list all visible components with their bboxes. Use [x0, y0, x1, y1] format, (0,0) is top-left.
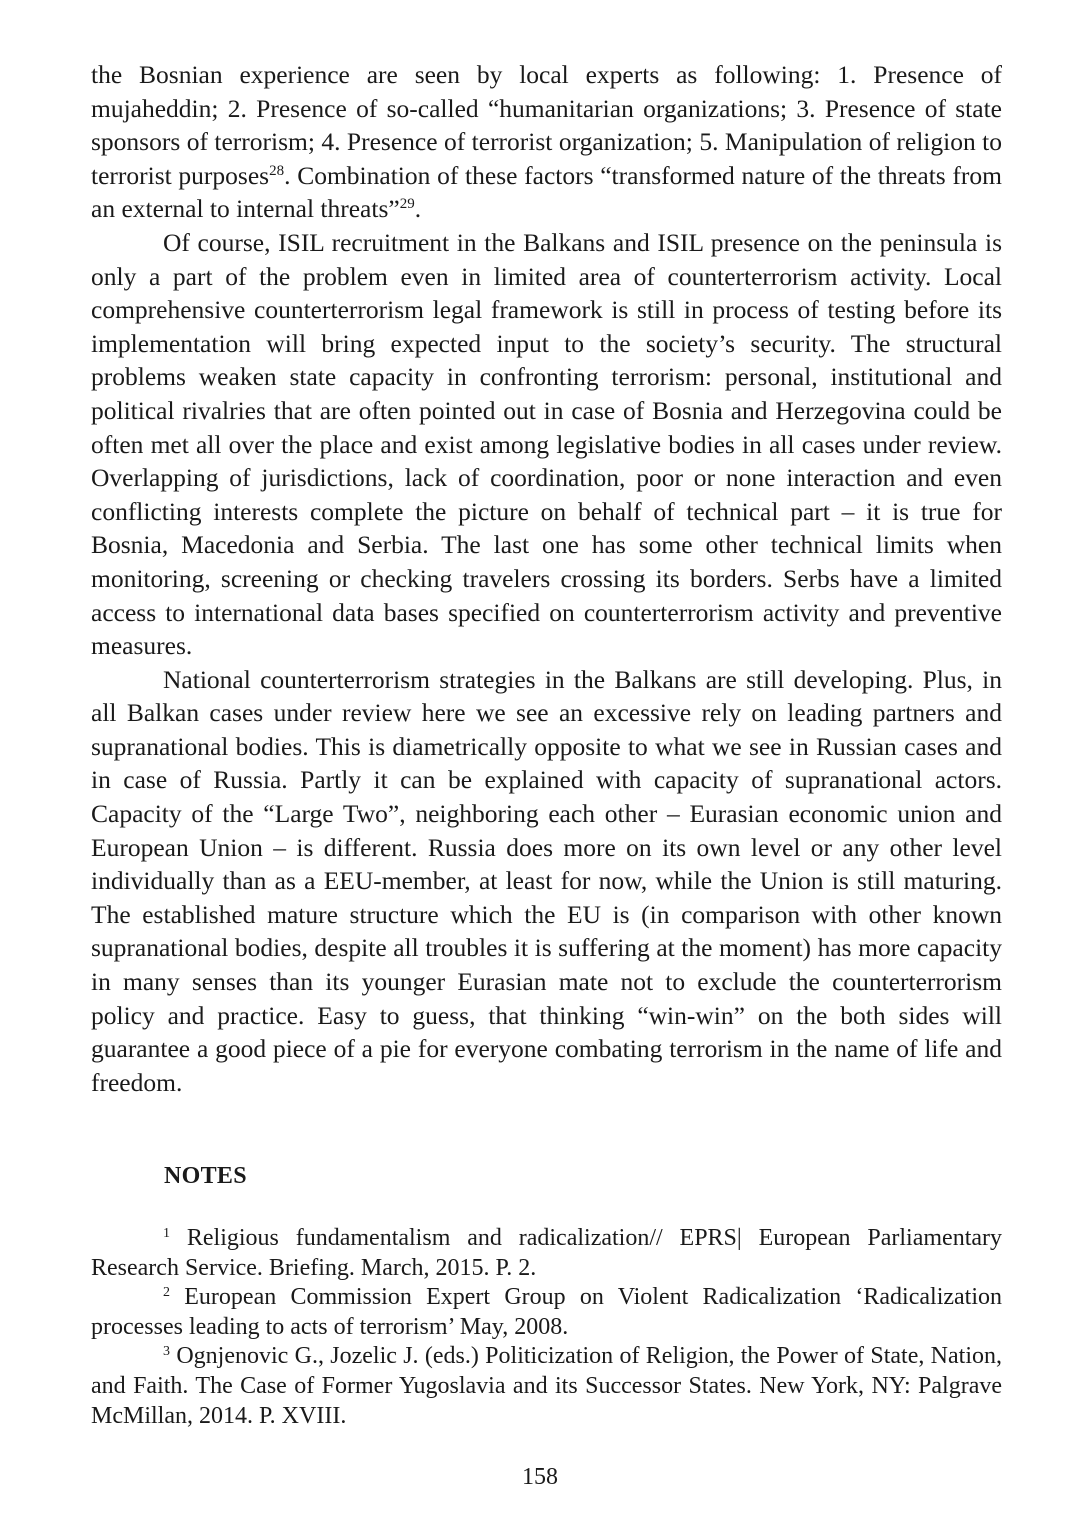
paragraph-1-text-c: .	[414, 194, 422, 224]
note-item	[91, 1283, 1002, 1342]
paragraph-1	[91, 58, 1002, 226]
note-item	[91, 1342, 1002, 1431]
body-text	[91, 58, 1002, 1099]
footnote-ref-28: 28	[269, 162, 285, 179]
note-marker: 3	[163, 1344, 170, 1360]
paragraph-1-text-b: . Combination of these factors “transformed nature of the threats from an external to internal threats”	[91, 160, 1002, 224]
paragraph-3: National counterterrorism strategies in the Balkans are still developing. Plus, in all Balkan cases under review here we see an excessive rely on leading partners and supranational bodies. This is diametrically opposite to what we see in Russian cases and in case of Russia. Partly it can be explained with capacity of supranational actors. Capacity of the “Large Two”, neighboring each other – Eurasian economic union and European Union – is different. Russia does more on its own level or any other level individually than as a EEU-member, at least for now, while the Union is still maturing. The established mature structure which the EU is (in comparison with other known supranational bodies, despite all troubles it is suffering at the moment) has more capacity in many senses than its younger Eurasian mate not to exclude the counterterrorism policy and practice. Easy to guess, that thinking “win-win” on the both sides will guarantee a good piece of a pie for everyone combating terrorism in the name of life and freedom.	[91, 664, 1002, 1097]
page-content	[91, 58, 1002, 1429]
note-text: Ognjenovic G., Jozelic J. (eds.) Politicization of Religion, the Power of State, Nation, and Faith. The Case of Former Yugoslavia and its Successor States. New York, NY: Palgrave McMillan, 2014. P. XVIII.	[91, 1343, 1002, 1429]
note-item	[91, 1224, 1002, 1283]
note-text: Religious fundamentalism and radicalization// EPRS| European Parliamentary Research Service. Briefing. March, 2015. P. 2.	[91, 1225, 1002, 1281]
notes-heading: NOTES	[164, 1163, 247, 1189]
paragraph-1-text-a: the Bosnian experience are seen by local experts as following: 1. Presence of mujaheddin; 2. Presence of so-called “humanitarian organizations; 3. Presence of state sponsors of terrorism; 4. Presence of terrorist organization; 5. Manipulation of religion to terrorist purposes	[91, 60, 1002, 190]
footnote-ref-29: 29	[399, 196, 415, 213]
note-marker: 1	[163, 1226, 170, 1241]
note-text: European Commission Expert Group on Violent Radicalization ‘Radicalization processes leading to acts of terrorism’ May, 2008.	[91, 1284, 1002, 1340]
note-marker: 2	[163, 1285, 170, 1301]
notes-list	[91, 1224, 1002, 1431]
page-number: 158	[522, 1464, 558, 1490]
paragraph-2: Of course, ISIL recruitment in the Balkans and ISIL presence on the peninsula is only a part of the problem even in limited area of counterterrorism activity. Local comprehensive counterterrorism legal framework is still in process of testing before its implementation will bring expected input to the society’s security. The structural problems weaken state capacity in confronting terrorism: personal, institutional and political rivalries that are often pointed out in case of Bosnia and Herzegovina could be often met all over the place and exist among legislative bodies in all cases under review. Overlapping of jurisdictions, lack of coordination, poor or none interaction and even conflicting interests complete the picture on behalf of technical part – it is true for Bosnia, Macedonia and Serbia. The last one has some other technical limits when monitoring, screening or checking travelers crossing its borders. Serbs have a limited access to international data bases specified on counterterrorism activity and preventive measures.	[91, 227, 1002, 661]
